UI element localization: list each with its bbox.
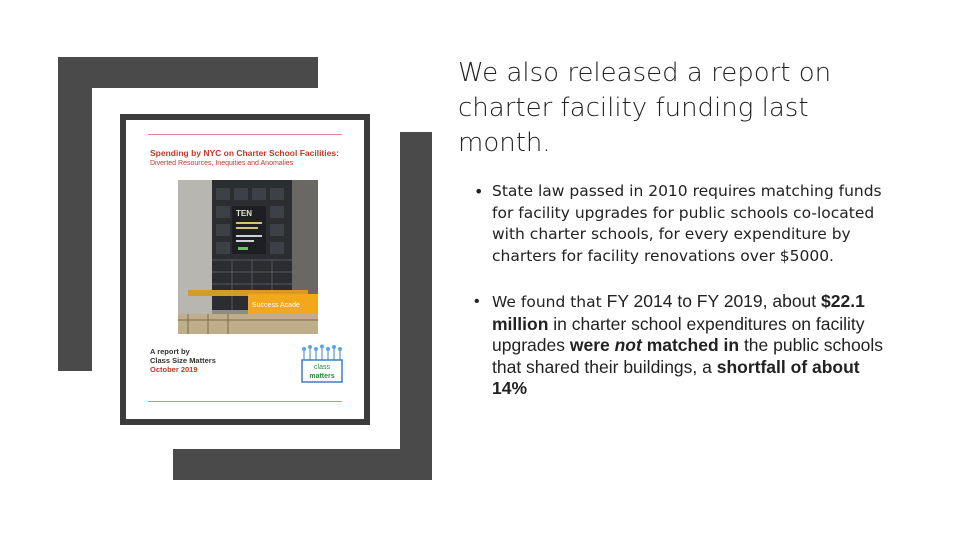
slide-heading: We also released a report on charter facility funding last month. — [458, 58, 832, 158]
frame-top-bar — [58, 57, 318, 88]
findings-expenditures: in charter school expenditures on facility upgrades — [492, 313, 865, 355]
logo-text-class: class — [314, 364, 330, 371]
class-size-matters-logo — [296, 344, 348, 384]
findings-public-schools: the public schools that shared their buildings, a — [492, 335, 884, 377]
cover-top-rule — [148, 134, 342, 135]
findings-lead: We found that — [492, 293, 607, 311]
findings-matched: matched in — [641, 335, 740, 355]
findings-period: FY 2014 to FY 2019, about — [606, 291, 822, 311]
bullet-dot-icon: • — [474, 182, 484, 201]
bullet-item-findings — [474, 291, 894, 400]
findings-were: were — [569, 335, 610, 355]
cover-bottom-rule — [148, 401, 342, 402]
frame-left-bar — [58, 57, 92, 371]
building-sign-text: TEN — [236, 209, 252, 218]
findings-amount: $22.1 million — [492, 291, 865, 334]
bullet-item-state-law — [474, 181, 894, 267]
cover-subtitle: Diverted Resources, Inequities and Anomalies — [150, 160, 294, 167]
banner-text: Success Acade — [252, 302, 300, 309]
cover-title: Spending by NYC on Charter School Facilities: — [150, 148, 339, 158]
findings-not: not — [614, 335, 642, 355]
report-cover-image — [120, 114, 370, 425]
cover-building-photo — [178, 180, 318, 334]
findings-shortfall: shortfall of about 14% — [492, 356, 860, 398]
bullet-dot-icon: • — [474, 293, 480, 310]
cover-credit — [150, 347, 216, 374]
logo-text-matters: matters — [309, 373, 335, 380]
frame-bottom-bar — [173, 449, 432, 480]
cover-credit-line1: A report by — [150, 347, 190, 356]
cover-credit-line2: Class Size Matters — [150, 356, 216, 365]
cover-date: October 2019 — [150, 365, 198, 374]
frame-right-bar — [400, 132, 432, 480]
bullet-text-state-law: State law passed in 2010 requires matching funds for facility upgrades for public schools co-located with charter schools, for every expenditure by charters for facility renovations over $5000. — [492, 182, 882, 265]
bullet-list — [474, 181, 894, 400]
